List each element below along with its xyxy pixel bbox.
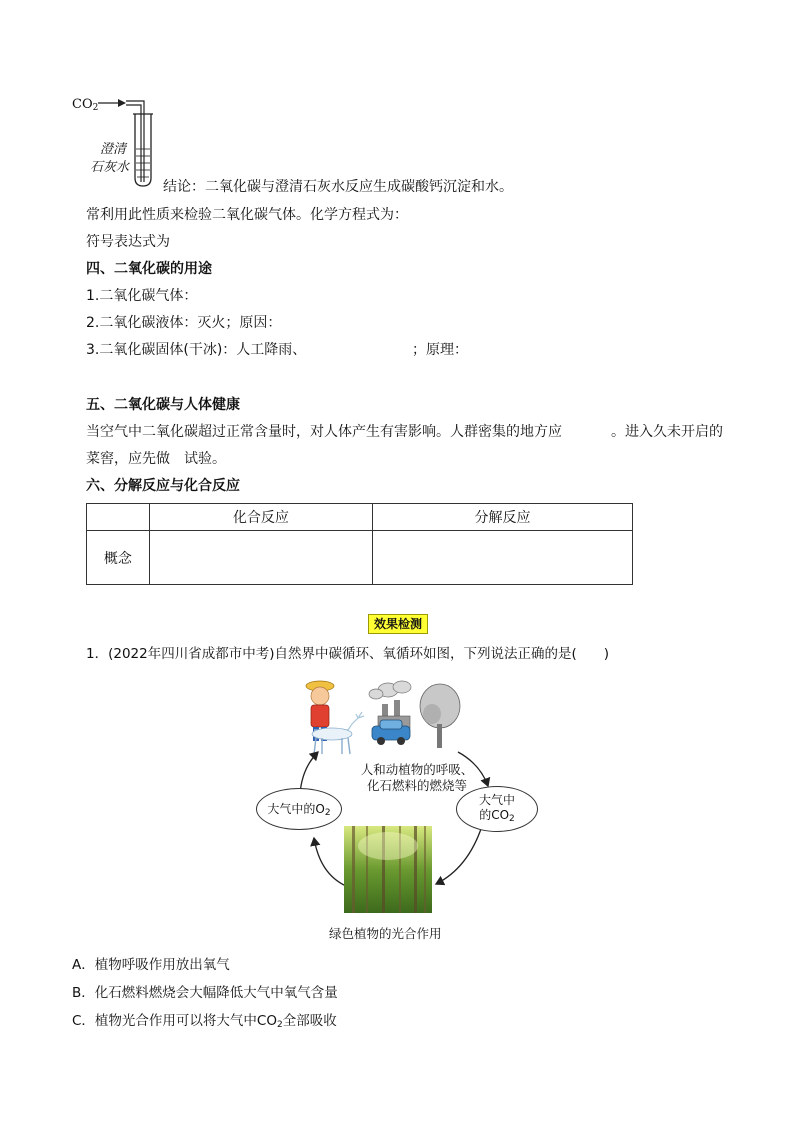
option-c-post: 全部吸收 (282, 1013, 337, 1029)
table-header-decomposition: 分解反应 (372, 504, 632, 531)
photosynthesis-caption: 绿色植物的光合作用 (329, 926, 442, 941)
effect-check-badge: 效果检测 (368, 614, 428, 634)
section4-heading: 四、二氧化碳的用途 (86, 261, 212, 277)
liquid-label-1: 澄清 (100, 142, 127, 157)
respiration-label-line1: 人和动植物的呼吸、 (360, 762, 474, 777)
table-header-empty (87, 504, 150, 531)
atmosphere-o2-text: 大气中的O (267, 802, 325, 816)
option-c-pre: C．植物光合作用可以将大气中CO (72, 1013, 277, 1029)
question-stem: 1．(2022年四川省成都市中考)自然界中碳循环、氧循环如图，下列说法正确的是( ) (86, 646, 610, 662)
atmosphere-o2-sub: 2 (324, 808, 331, 818)
symbol-line: 符号表达式为 (86, 234, 170, 250)
atmosphere-co2-line2-text: 的CO (479, 808, 510, 822)
conclusion-text: 结论：二氧化碳与澄清石灰水反应生成碳酸钙沉淀和水。 (163, 179, 513, 195)
section5-text2: 菜窖，应先做 (86, 451, 170, 467)
table-header-combination: 化合反应 (149, 504, 372, 531)
section5-text2-end: 试验。 (184, 451, 226, 467)
section4-item-3-end: ；原理： (412, 342, 468, 358)
usage-line: 常利用此性质来检验二氧化碳气体。化学方程式为： (86, 207, 408, 223)
section4-item-2: 2.二氧化碳液体：灭火；原因： (86, 315, 282, 331)
table-cell-decomposition (372, 531, 632, 585)
section5-text1-end: 。进入久未开启的 (611, 424, 723, 440)
co2-label-text: CO (72, 97, 93, 112)
forest-photo-icon (344, 826, 432, 913)
co2-label-sub: 2 (92, 103, 99, 113)
liquid-label-2: 石灰水 (90, 160, 130, 175)
section5-heading: 五、二氧化碳与人体健康 (86, 397, 240, 413)
reaction-table (86, 503, 633, 585)
section6-heading: 六、分解反应与化合反应 (86, 478, 240, 494)
section4-item-1: 1.二氧化碳气体： (86, 288, 198, 304)
table-row-label: 概念 (87, 531, 150, 585)
option-b[interactable]: B．化石燃料燃烧会大幅降低大气中氧气含量 (72, 985, 338, 1001)
option-c-sub: 2 (276, 1020, 283, 1030)
section4-item-3: 3.二氧化碳固体(干冰)：人工降雨、 (86, 342, 307, 358)
atmosphere-co2-node (456, 786, 538, 832)
atmosphere-co2-line1: 大气中 (478, 793, 515, 807)
atmosphere-co2-line2 (457, 808, 537, 827)
respiration-label (342, 762, 492, 794)
section5-text1: 当空气中二氧化碳超过正常含量时，对人体产生有害影响。人群密集的地方应 (86, 424, 562, 440)
option-c[interactable] (72, 1011, 337, 1035)
option-a[interactable]: A．植物呼吸作用放出氧气 (72, 957, 230, 973)
table-cell-combination (149, 531, 372, 585)
co2-label (72, 97, 98, 113)
atmosphere-o2-node (256, 788, 342, 830)
table-row (87, 531, 633, 585)
atmosphere-co2-sub: 2 (509, 814, 515, 824)
table-header-row (87, 504, 633, 531)
respiration-label-line2: 化石燃料的燃烧等 (366, 778, 467, 793)
